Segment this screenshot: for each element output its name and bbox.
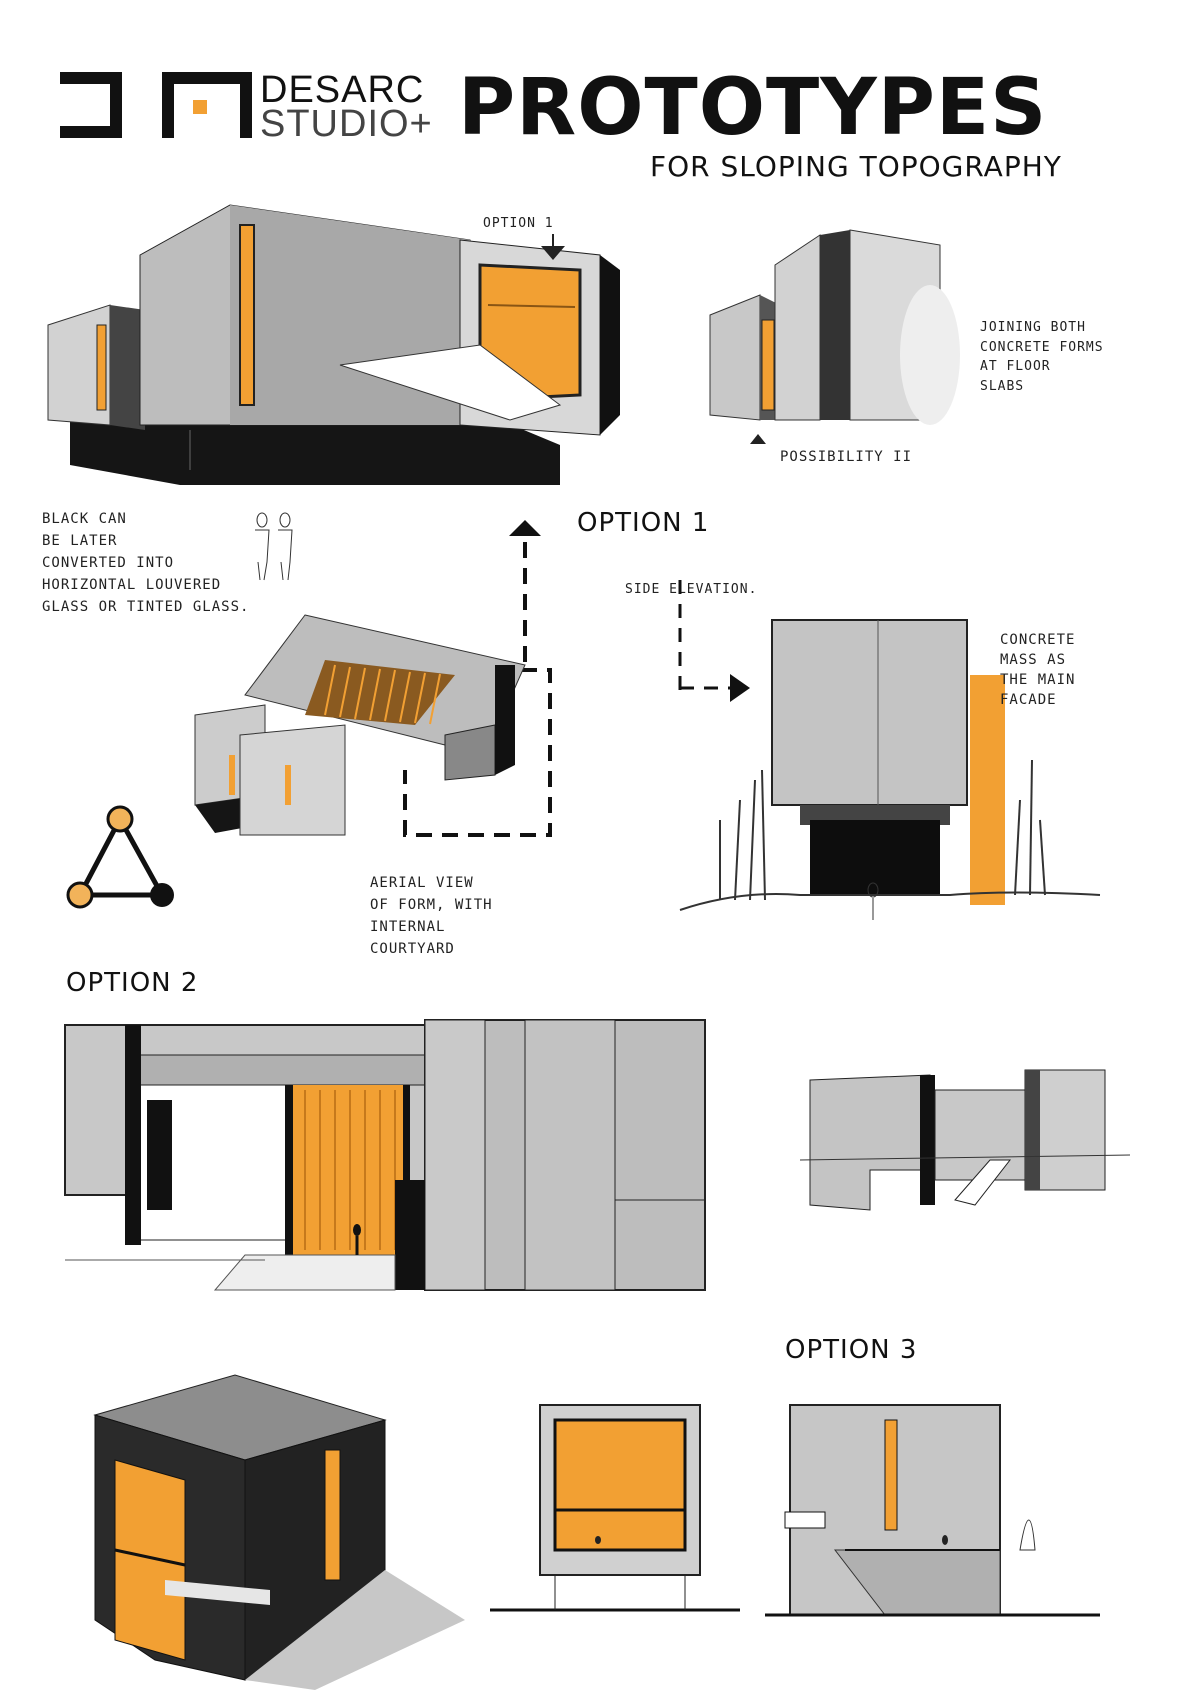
black-can-note <box>42 508 249 618</box>
concrete-mass-note-line: CONCRETE <box>1000 632 1076 648</box>
brand-line2: STUDIO+ <box>260 103 433 145</box>
page-subtitle: FOR SLOPING TOPOGRAPHY <box>650 150 1062 183</box>
possibility-ii-label: POSSIBILITY II <box>780 449 913 465</box>
aerial-view-note-line: AERIAL VIEW <box>370 875 474 891</box>
up-arrow-icon <box>750 432 770 446</box>
black-can-note-line: BE LATER <box>42 533 118 549</box>
option3-heading: OPTION 3 <box>785 1335 918 1365</box>
triangle-nodes-icon <box>68 805 188 915</box>
joining-note-line: AT FLOOR <box>980 359 1051 374</box>
option3-front-elevation-sketch <box>490 1400 750 1620</box>
black-can-note-line: GLASS OR TINTED GLASS. <box>42 599 250 615</box>
down-arrow-icon <box>535 234 575 264</box>
black-can-note-line: CONVERTED INTO <box>42 555 175 571</box>
aerial-view-sketch <box>185 605 545 845</box>
joining-note-line: JOINING BOTH <box>980 320 1086 335</box>
black-can-note-line: BLACK CAN <box>42 511 127 527</box>
option2-small-sketch <box>800 1060 1130 1200</box>
joining-note <box>980 318 1104 396</box>
aerial-view-note-line: OF FORM, WITH <box>370 897 493 913</box>
side-elevation-label: SIDE ELEVATION. <box>625 582 758 597</box>
possibility-ii-sketch <box>690 225 970 425</box>
option1-heading: OPTION 1 <box>577 508 710 538</box>
concrete-mass-note-line: FACADE <box>1000 692 1057 708</box>
concrete-mass-note <box>1000 630 1075 710</box>
concrete-mass-note-line: THE MAIN <box>1000 672 1076 688</box>
page-title: PROTOTYPES <box>458 63 1048 153</box>
brand-line1: DESARC <box>260 69 425 111</box>
studio-logo-icon <box>60 60 260 140</box>
black-can-note-line: HORIZONTAL LOUVERED <box>42 577 222 593</box>
header <box>0 0 1200 200</box>
concrete-mass-note-line: MASS AS <box>1000 652 1067 668</box>
option2-heading: OPTION 2 <box>66 968 199 998</box>
aerial-view-note-line: COURTYARD <box>370 941 455 957</box>
option3-side-section-sketch <box>765 1400 1105 1660</box>
aerial-view-note <box>370 872 493 960</box>
human-figures-icon <box>250 512 300 582</box>
joining-note-line: SLABS <box>980 378 1025 394</box>
aerial-view-note-line: INTERNAL <box>370 919 446 935</box>
option2-elevation-sketch <box>65 1020 725 1310</box>
option1-small-label: OPTION 1 <box>483 216 554 231</box>
option3-cube-sketch <box>85 1370 425 1680</box>
joining-note-line: CONCRETE FORMS <box>980 339 1104 355</box>
